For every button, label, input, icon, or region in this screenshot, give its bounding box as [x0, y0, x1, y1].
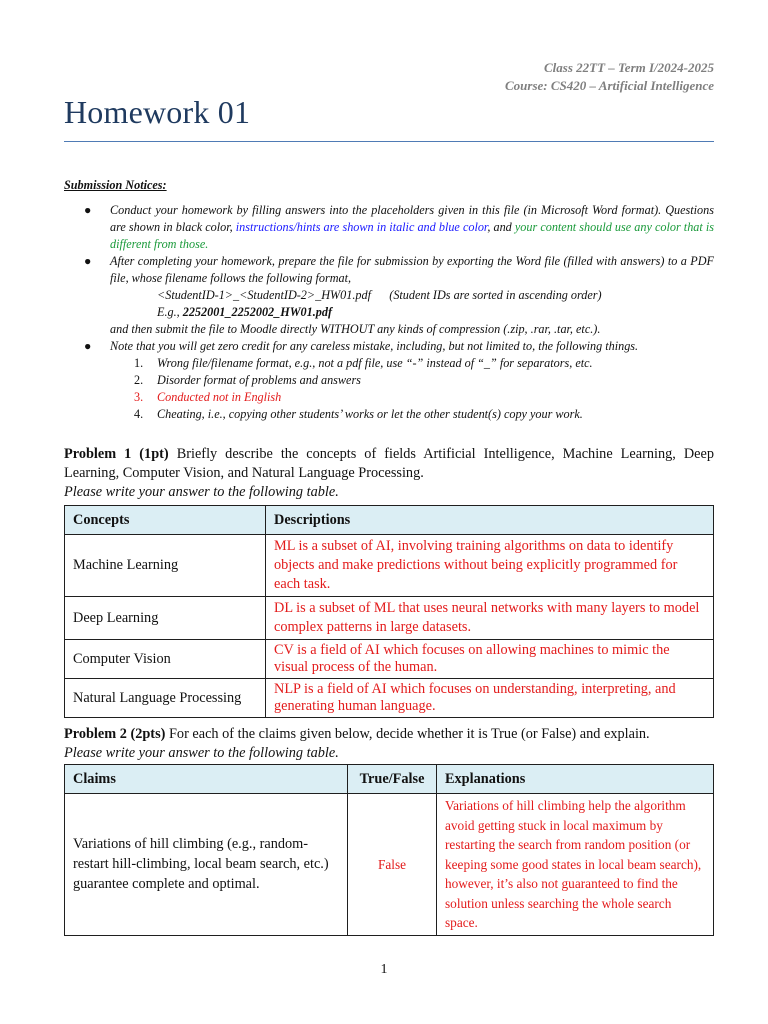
- problem-1-label: Problem 1 (1pt): [64, 446, 169, 462]
- document-header: [505, 59, 714, 95]
- column-header-descriptions: Descriptions: [266, 506, 714, 535]
- page-number: 1: [380, 962, 388, 977]
- description-cell[interactable]: DL is a subset of ML that uses neural networks with many layers to model complex patterns in large datasets.: [266, 597, 714, 640]
- list-number: 3.: [134, 390, 144, 404]
- notice-text: , and: [487, 220, 515, 234]
- claim-cell: Variations of hill climbing (e.g., random-restart hill-climbing, local beam search, etc.) guarantee complete and optimal.: [65, 794, 348, 936]
- page-title: Homework 01: [64, 94, 251, 130]
- problem-1-text: Briefly describe the concepts of fields Artificial Intelligence, Machine Learning, Deep Learning, Computer Vision, and Natural Language Processing.: [64, 446, 715, 481]
- content-color-text: your content should use any color that is different from those.: [110, 220, 715, 251]
- column-header-true-false: True/False: [348, 765, 437, 794]
- notice-bullet-1: [64, 202, 714, 253]
- column-header-explanations: Explanations: [437, 765, 714, 794]
- notice-text: After completing your homework, prepare the file for submission by exporting the Word file (filled with answers) to a PDF file, whose filename follows the following format,: [110, 254, 714, 285]
- list-item: [134, 406, 714, 423]
- notices-heading: Submission Notices:: [64, 178, 167, 192]
- notice-submit-text: and then submit the file to Moodle directly WITHOUT any kinds of compression (.zip, .rar, .tar, etc.).: [110, 322, 601, 336]
- notice-text: Conduct your homework by filling answers into the placeholders given in this file (in Microsoft Word format). Questions are shown in black color,: [110, 203, 714, 234]
- problem-2-instruction: Please write your answer to the following table.: [64, 745, 339, 761]
- concept-cell: Natural Language Processing: [65, 679, 266, 718]
- notice-bullet-3: [64, 338, 714, 355]
- class-term-line: Class 22TT – Term I/2024-2025: [544, 60, 714, 75]
- notice-bullet-2: [64, 253, 714, 287]
- submission-notices: [64, 177, 714, 423]
- course-line: Course: CS420 – Artificial Intelligence: [505, 78, 714, 93]
- filename-example: [64, 304, 714, 321]
- problem-2: [64, 725, 714, 936]
- table-header-row: [65, 506, 714, 535]
- bullet-dot-icon: ●: [84, 339, 92, 353]
- filename-format: <StudentID-1>_<StudentID-2>_HW01.pdf (Student IDs are sorted in ascending order): [157, 288, 602, 302]
- list-number: 4.: [134, 407, 144, 421]
- list-item-text: Conducted not in English: [157, 390, 282, 404]
- list-item-text: Wrong file/filename format, e.g., not a pdf file, use “-” instead of “_” for separators, etc.: [157, 356, 593, 370]
- list-number: 2.: [134, 373, 144, 387]
- list-item: [134, 389, 714, 406]
- problem-2-statement: [64, 725, 714, 744]
- problem-1: [64, 445, 714, 718]
- column-header-claims: Claims: [65, 765, 348, 794]
- example-filename: 2252001_2252002_HW01.pdf: [182, 305, 333, 319]
- concept-cell: Computer Vision: [65, 640, 266, 679]
- list-item: [134, 355, 714, 372]
- list-number: 1.: [134, 356, 144, 370]
- description-cell[interactable]: NLP is a field of AI which focuses on understanding, interpreting, and generating human language.: [266, 679, 714, 718]
- description-cell[interactable]: ML is a subset of AI, involving training algorithms on data to identify objects and make predictions without being explicitly programmed for each task.: [266, 535, 714, 597]
- true-false-cell[interactable]: False: [348, 794, 437, 936]
- notice-text: Note that you will get zero credit for any careless mistake, including, but not limited to, the following things.: [110, 339, 639, 353]
- concepts-table: [64, 505, 714, 718]
- example-prefix: E.g.,: [157, 305, 183, 319]
- description-cell[interactable]: CV is a field of AI which focuses on allowing machines to mimic the visual process of the human.: [266, 640, 714, 679]
- table-row: [65, 597, 714, 640]
- list-item: [134, 372, 714, 389]
- table-header-row: [65, 765, 714, 794]
- table-row: [65, 640, 714, 679]
- table-row: [65, 679, 714, 718]
- problem-2-label: Problem 2 (2pts): [64, 726, 166, 742]
- problem-1-statement: [64, 445, 714, 483]
- bullet-dot-icon: ●: [84, 203, 92, 217]
- list-item-text: Disorder format of problems and answers: [157, 373, 361, 387]
- problem-1-instruction: Please write your answer to the following table.: [64, 484, 339, 500]
- mistake-list: [64, 355, 714, 423]
- list-item-text: Cheating, i.e., copying other students’ works or let the other student(s) copy your work.: [157, 407, 583, 421]
- explanation-cell[interactable]: Variations of hill climbing help the algorithm avoid getting stuck in local maximum by restarting the search from random position (or keeping some good states in local beam search), however, it’s also not guaranteed to find the solution unless searching the whole search space.: [437, 794, 714, 936]
- bullet-dot-icon: ●: [84, 254, 92, 268]
- title-divider: [64, 141, 714, 142]
- table-row: [65, 794, 714, 936]
- hint-color-text: instructions/hints are shown in italic and blue color: [235, 220, 488, 234]
- table-row: [65, 535, 714, 597]
- concept-cell: Deep Learning: [65, 597, 266, 640]
- concept-cell: Machine Learning: [65, 535, 266, 597]
- claims-table: [64, 764, 714, 936]
- problem-2-text: For each of the claims given below, decide whether it is True (or False) and explain.: [165, 726, 650, 742]
- column-header-concepts: Concepts: [65, 506, 266, 535]
